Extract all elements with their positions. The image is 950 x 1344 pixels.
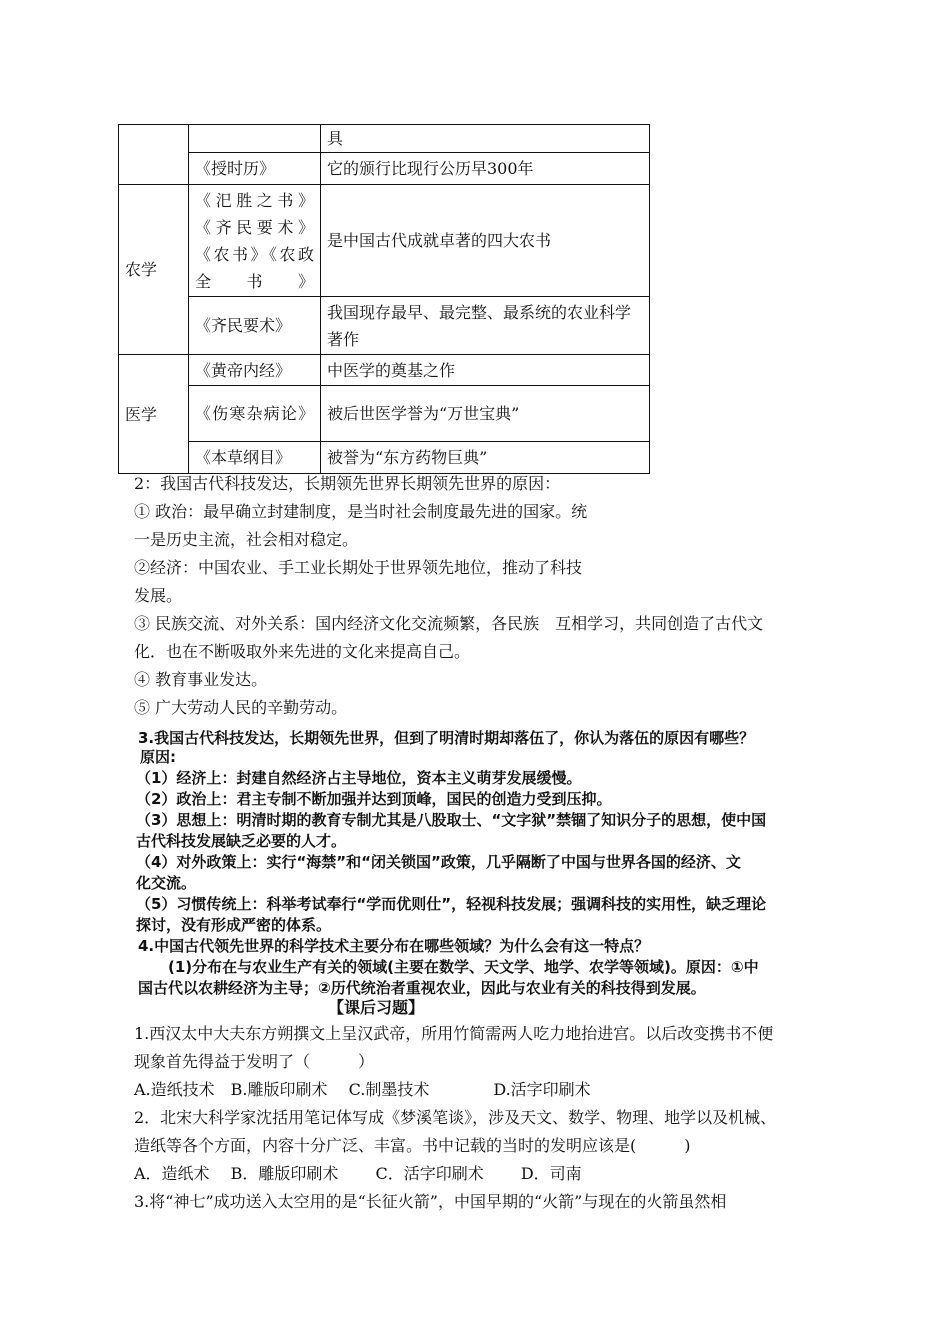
question-line: 1.西汉太中大夫东方朔撰文上呈汉武帝，所用竹简需两人吃力地抬进宫。以后改变携书不便 — [134, 1024, 774, 1043]
q4-answer: (1)分布在与农业生产有关的领域(主要在数学、天文学、地学、农学等领域)。原因：①中 — [168, 958, 759, 976]
table-row — [119, 355, 650, 386]
q3-point: 古代科技发展缺乏必要的人才。 — [136, 832, 347, 850]
table-cell: 《齐民要术》 — [189, 297, 321, 355]
q2-line: ②经济：中国农业、手工业长期处于世界领先地位，推动了科技 — [134, 558, 583, 577]
category-agriculture: 农学 — [119, 185, 189, 355]
table-cell: 《伤寒杂病论》 — [189, 386, 321, 442]
table-row — [119, 386, 650, 442]
table-cell: 被后世医学誉为“万世宝典” — [321, 386, 650, 442]
table-cell: 它的颁行比现行公历早300年 — [321, 153, 650, 185]
q2-line: ③ 民族交流、对外关系：国内经济文化交流频繁，各民族 互相学习，共同创造了古代文 — [134, 614, 764, 633]
q3-reason: 原因: — [140, 748, 176, 766]
table-cell: 中医学的奠基之作 — [321, 355, 650, 386]
table-cell: 《授时历》 — [189, 153, 321, 185]
q2-line: ① 政治：最早确立封建制度，是当时社会制度最先进的国家。统 — [134, 502, 588, 521]
question-line: 2．北宋大科学家沈括用笔记体写成《梦溪笔谈》，涉及天文、数学、物理、地学以及机械、 — [134, 1108, 777, 1127]
table-cell: 《本草纲目》 — [189, 442, 321, 474]
q3-point: （2）政治上：君主专制不断加强并达到顶峰，国民的创造力受到压抑。 — [136, 790, 612, 808]
q2-line: 发展。 — [134, 586, 183, 605]
question-line: 现象首先得益于发明了（ ） — [134, 1052, 375, 1071]
q4-title: 4.中国古代领先世界的科学技术主要分布在哪些领域？为什么会有这一特点？ — [138, 937, 650, 955]
q3-title: 3.我国古代科技发达，长期领先世界，但到了明清时期却落伍了，你认为落伍的原因有哪些？ — [138, 729, 755, 747]
table-row — [119, 153, 650, 185]
table-row — [119, 185, 650, 297]
table-cell: 具 — [321, 125, 650, 153]
q2-line: 一是历史主流，社会相对稳定。 — [134, 530, 359, 549]
q3-point: （4）对外政策上：实行“海禁”和“闭关锁国”政策，几乎隔断了中国与世界各国的经济、文 — [136, 853, 741, 871]
q3-point: 化交流。 — [136, 874, 197, 892]
category-medicine: 医学 — [119, 355, 189, 474]
table-cell-empty — [119, 125, 189, 185]
q2-title: 2：我国古代科技发达，长期领先世界长期领先世界的原因： — [134, 474, 561, 493]
table-cell: 《黄帝内经》 — [189, 355, 321, 386]
q3-point: （3）思想上：明清时期的教育专制尤其是八股取士、“文字狱”禁锢了知识分子的思想，使中国 — [136, 811, 767, 829]
question-options: A.造纸技术 B.雕版印刷术 C.制墨技术 D.活字印刷术 — [134, 1080, 591, 1099]
homework-heading: 【课后习题】 — [328, 998, 425, 1017]
q2-line: 化．也在不断吸取外来先进的文化来提高自己。 — [134, 642, 471, 661]
q4-answer: 国古代以农耕经济为主导；②历代统治者重视农业，因此与农业有关的科技得到发展。 — [138, 979, 706, 997]
table-cell: 是中国古代成就卓著的四大农书 — [321, 185, 650, 297]
table-cell — [189, 125, 321, 153]
question-line: 造纸等各个方面，内容十分广泛、丰富。书中记载的当时的发明应该是( ) — [134, 1136, 691, 1155]
science-table — [118, 124, 650, 474]
table-row — [119, 125, 650, 153]
table-row — [119, 442, 650, 474]
table-cell: 被誉为“东方药物巨典” — [321, 442, 650, 474]
q3-point: 探讨，没有形成严密的体系。 — [136, 916, 332, 934]
question-options: A．造纸术 B．雕版印刷术 C．活字印刷术 D．司南 — [134, 1164, 582, 1183]
table-cell: 我国现存最早、最完整、最系统的农业科学著作 — [321, 297, 650, 355]
table-row — [119, 297, 650, 355]
q2-line: ⑤ 广大劳动人民的辛勤劳动。 — [134, 698, 348, 717]
table-cell: 《汜胜之书》《齐民要术》《农书》《农政全书》 — [189, 185, 321, 297]
q3-point: （5）习惯传统上：科举考试奉行“学而优则仕”，轻视科技发展；强调科技的实用性，缺乏理论 — [136, 895, 767, 913]
question-line: 3.将“神七”成功送入太空用的是“长征火箭”，中国早期的“火箭”与现在的火箭虽然相 — [134, 1192, 727, 1211]
q2-line: ④ 教育事业发达。 — [134, 670, 268, 689]
q3-point: （1）经济上：封建自然经济占主导地位，资本主义萌芽发展缓慢。 — [136, 769, 582, 787]
